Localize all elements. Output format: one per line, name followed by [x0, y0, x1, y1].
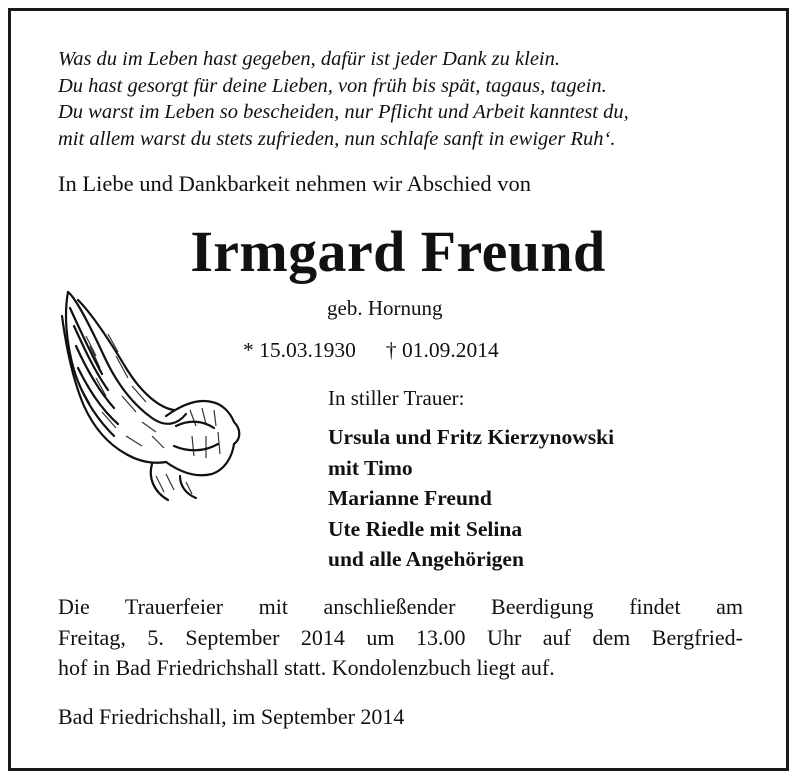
life-dates — [243, 338, 499, 363]
poem — [58, 46, 748, 152]
deceased-name-block — [0, 219, 800, 285]
mourner-line: und alle Angehörigen — [328, 547, 524, 571]
mourners-list — [328, 422, 614, 575]
place-date: Bad Friedrichshall, im September 2014 — [58, 704, 405, 729]
mourner-line: mit Timo — [328, 455, 413, 480]
mourner-line: Ute Riedle mit Selina — [328, 516, 523, 541]
poem-line: Du hast gesorgt für deine Lieben, von früh bis spät, tagaus, tagein. — [58, 74, 607, 97]
poem-line: Du warst im Leben so bescheiden, nur Pflicht und Arbeit kanntest du, — [58, 101, 629, 123]
mourning-heading: In stiller Trauer: — [328, 386, 465, 410]
poem-line: mit allem warst du stets zufrieden, nun schlafe sanft in ewiger Ruh‘. — [58, 127, 616, 150]
death-date: † 01.09.2014 — [385, 338, 499, 362]
mourner-line: Marianne Freund — [328, 486, 492, 510]
poem-line: Was du im Leben hast gegeben, dafür ist jeder Dank zu klein. — [58, 48, 560, 70]
farewell-intro: In Liebe und Dankbarkeit nehmen wir Abschied von — [58, 171, 531, 196]
deceased-name: Irmgard Freund — [190, 219, 606, 284]
praying-hands-icon — [56, 286, 246, 506]
service-line: hof in Bad Friedrichshall statt. Kondolenzbuch liegt auf. — [58, 655, 555, 680]
birth-date: * 15.03.1930 — [243, 338, 356, 362]
service-line: Die Trauerfeier mit anschließender Beerdigung findet am — [58, 594, 743, 619]
service-line: Freitag, 5. September 2014 um 13.00 Uhr auf dem Bergfried- — [58, 624, 743, 650]
maiden-name: geb. Hornung — [327, 296, 443, 320]
mourner-line: Ursula und Fritz Kierzynowski — [328, 425, 615, 449]
service-notice — [58, 592, 743, 684]
